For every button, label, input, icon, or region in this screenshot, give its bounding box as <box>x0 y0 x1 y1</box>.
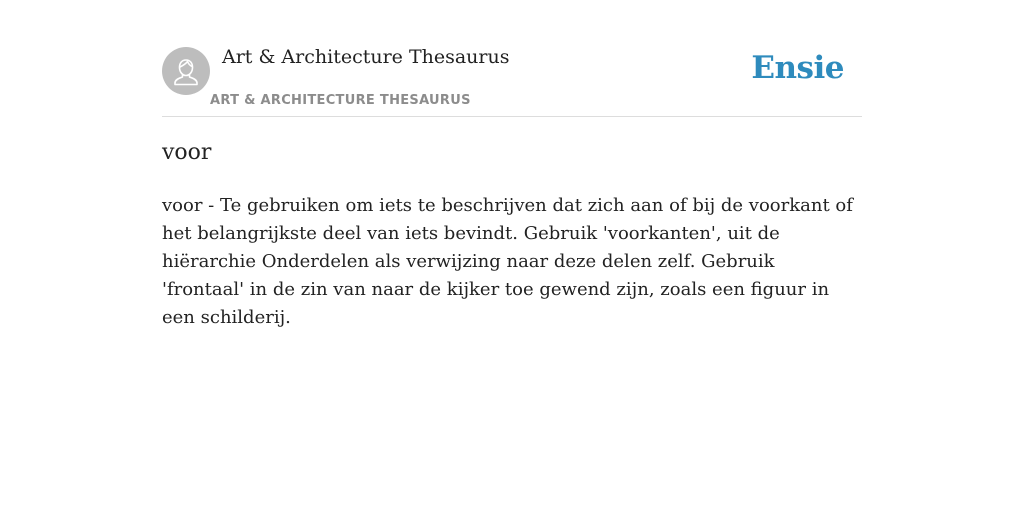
source-title[interactable]: Art & Architecture Thesaurus <box>222 46 510 68</box>
user-silhouette-icon <box>162 47 210 95</box>
brand-logo[interactable]: Ensie <box>751 50 844 86</box>
page-container <box>162 0 862 512</box>
source-subtitle: ART & ARCHITECTURE THESAURUS <box>210 93 471 108</box>
term-heading: voor <box>162 140 212 165</box>
source-header <box>162 0 862 117</box>
avatar[interactable] <box>162 47 210 95</box>
definition-text: voor - Te gebruiken om iets te beschrijven dat zich aan of bij de voorkant of het belangrijkste deel van iets bevindt. Gebruik 'voorkanten', uit de hiërarchie Onderdelen als verwijzing naar deze delen zelf. Gebruik 'frontaal' in de zin van naar de kijker toe gewend zijn, zoals een figuur in een schilderij. <box>162 195 853 328</box>
